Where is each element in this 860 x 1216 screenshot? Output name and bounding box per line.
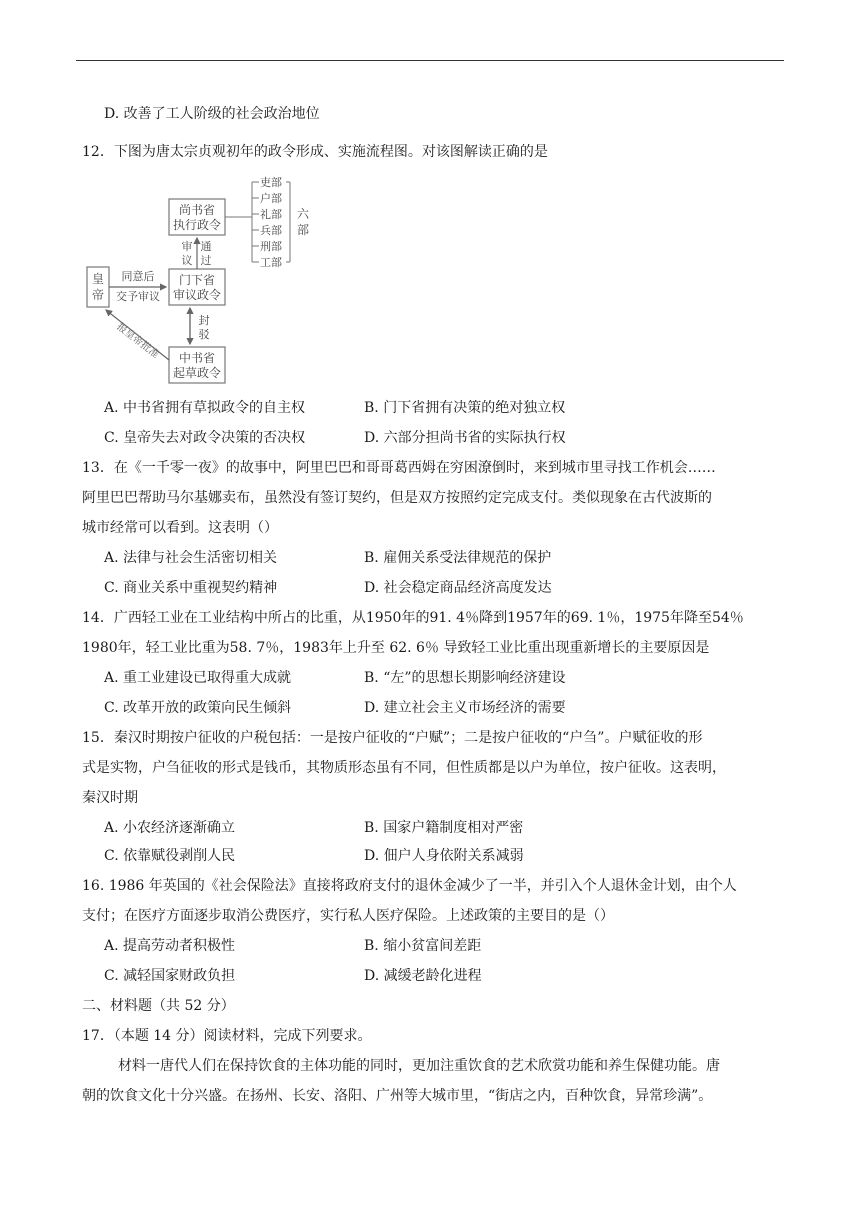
q15-option-a[interactable]: A. 小农经济逐渐确立 bbox=[104, 820, 236, 836]
q16-line-1: 16. 1986 年英国的《社会保险法》直接将政府支付的退休金减少了一半，并引入个人退休金计划，由个人 bbox=[82, 878, 737, 894]
q13-option-d[interactable]: D. 社会稳定商品经济高度发达 bbox=[364, 580, 552, 596]
q11-option-d[interactable]: D. 改善了工人阶级的社会政治地位 bbox=[104, 106, 320, 122]
menxia-sub: 审议政令 bbox=[172, 288, 222, 302]
label-guo: 过 bbox=[200, 254, 212, 267]
q12-stem: 12．下图为唐太宗贞观初年的政令形成、实施流程图。对该图解读正确的是 bbox=[82, 144, 548, 160]
q14-line-2: 1980年，轻工业比重为58. 7％，1983年上升至 62. 6％ 导致轻工业比重出现重新增长的主要原因是 bbox=[82, 640, 710, 656]
label-shen: 审 bbox=[181, 240, 193, 253]
q13-line-2: 阿里巴巴帮助马尔基娜卖布，虽然没有签订契约，但是双方按照约定完成支付。类似现象在古代波斯的 bbox=[82, 490, 712, 506]
emperor-char-2: 帝 bbox=[91, 288, 105, 302]
q17-material-line-2: 朝的饮食文化十分兴盛。在扬州、长安、洛阳、广州等大城市里，“街店之内，百种饮食，异常珍满”。 bbox=[82, 1088, 713, 1104]
q16-option-a[interactable]: A. 提高劳动者积极性 bbox=[104, 938, 236, 954]
q13-line-3: 城市经常可以看到。这表明（） bbox=[82, 520, 278, 536]
q16-option-c[interactable]: C. 减轻国家财政负担 bbox=[104, 968, 236, 984]
q13-line-1: 13．在《一千零一夜》的故事中，阿里巴巴和哥哥葛西姆在穷困潦倒时，来到城市里寻找工作机会…… bbox=[82, 460, 716, 476]
q15-option-b[interactable]: B. 国家户籍制度相对严密 bbox=[364, 820, 524, 836]
label-feng: 封 bbox=[198, 314, 210, 327]
q13-option-c[interactable]: C. 商业关系中重视契约精神 bbox=[104, 580, 278, 596]
q17-stem: 17．（本题 14 分）阅读材料，完成下列要求。 bbox=[82, 1028, 372, 1044]
ministry-bing: 兵部 bbox=[260, 224, 282, 237]
label-report: 报皇帝批准 bbox=[114, 321, 161, 361]
q15-line-3: 秦汉时期 bbox=[82, 790, 138, 806]
q15-option-d[interactable]: D. 佃户人身依附关系减弱 bbox=[364, 848, 524, 864]
q12-option-c[interactable]: C. 皇帝失去对政令决策的否决权 bbox=[104, 430, 306, 446]
section-2-title: 二、材料题（共 52 分） bbox=[82, 998, 235, 1014]
ministry-li: 吏部 bbox=[260, 176, 282, 189]
q14-option-a[interactable]: A. 重工业建设已取得重大成就 bbox=[104, 670, 292, 686]
label-submit: 交予审议 bbox=[116, 290, 160, 303]
q12-option-b[interactable]: B. 门下省拥有决策的绝对独立权 bbox=[364, 400, 566, 416]
emperor-char-1: 皇 bbox=[91, 272, 105, 286]
menxia-title: 门下省 bbox=[178, 273, 216, 287]
q14-option-b[interactable]: B. “左”的思想长期影响经济建设 bbox=[364, 670, 566, 686]
label-yi: 议 bbox=[181, 254, 193, 267]
q12-flow-diagram bbox=[84, 172, 324, 388]
q15-line-1: 15．秦汉时期按户征收的户税包括：一是按户征收的“户赋”；二是按户征收的“户刍”。户赋征收的形 bbox=[82, 730, 703, 746]
shangshu-title: 尚书省 bbox=[178, 203, 216, 217]
ministry-xing: 刑部 bbox=[260, 240, 282, 253]
q14-option-c[interactable]: C. 改革开放的政策向民生倾斜 bbox=[104, 700, 292, 716]
six-ministries-char-1: 六 bbox=[296, 207, 310, 221]
q13-option-b[interactable]: B. 雇佣关系受法律规范的保护 bbox=[364, 550, 552, 566]
six-ministries-char-2: 部 bbox=[296, 223, 310, 237]
ministry-hu: 户部 bbox=[260, 192, 282, 205]
q16-option-b[interactable]: B. 缩小贫富间差距 bbox=[364, 938, 482, 954]
shangshu-sub: 执行政令 bbox=[172, 218, 222, 232]
label-tong: 通 bbox=[200, 240, 212, 253]
ministry-gong: 工部 bbox=[260, 256, 282, 269]
q12-option-a[interactable]: A. 中书省拥有草拟政令的自主权 bbox=[104, 400, 306, 416]
q12-option-d[interactable]: D. 六部分担尚书省的实际执行权 bbox=[364, 430, 566, 446]
q14-line-1: 14．广西轻工业在工业结构中所占的比重，从1950年的91. 4％降到1957年的69. 1％，1975年降至54％ bbox=[82, 610, 744, 626]
zhongshu-sub: 起草政令 bbox=[172, 366, 222, 380]
q17-material-line-1: 材料一唐代人们在保持饮食的主体功能的同时，更加注重饮食的艺术欣赏功能和养生保健功能。唐 bbox=[118, 1058, 720, 1074]
q15-line-2: 式是实物，户刍征收的形式是钱币，其物质形态虽有不同，但性质都是以户为单位，按户征收。这表明， bbox=[82, 760, 726, 776]
q16-option-d[interactable]: D. 减缓老龄化进程 bbox=[364, 968, 482, 984]
q16-line-2: 支付；在医疗方面逐步取消公费医疗，实行私人医疗保险。上述政策的主要目的是（） bbox=[82, 908, 614, 924]
q13-option-a[interactable]: A. 法律与社会生活密切相关 bbox=[104, 550, 278, 566]
q15-option-c[interactable]: C. 依靠赋役剥削人民 bbox=[104, 848, 236, 864]
q14-option-d[interactable]: D. 建立社会主义市场经济的需要 bbox=[364, 700, 566, 716]
ministry-li2: 礼部 bbox=[260, 208, 282, 221]
label-agree: 同意后 bbox=[121, 270, 155, 283]
zhongshu-title: 中书省 bbox=[178, 351, 216, 365]
header-rule bbox=[76, 60, 784, 61]
label-bo: 驳 bbox=[198, 328, 210, 341]
